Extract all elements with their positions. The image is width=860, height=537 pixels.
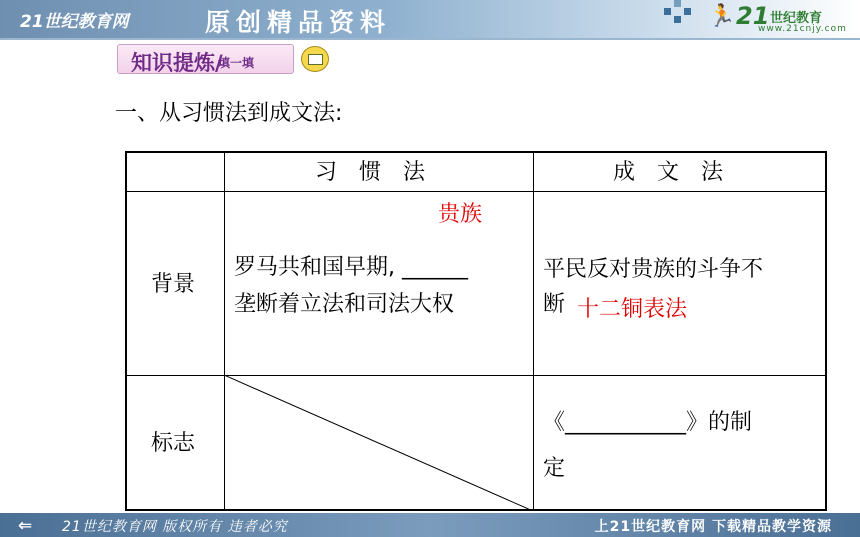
column-header-customary: 习 惯 法	[315, 160, 426, 185]
written-mark-line2: 定	[543, 456, 566, 481]
column-divider-2	[533, 153, 534, 509]
badge-main-label: 知识提炼/	[131, 51, 223, 75]
badge-sub-label: 填一填	[218, 56, 255, 70]
customary-background-line1: 罗马共和国早期, ______	[234, 255, 468, 280]
logo-number: 21	[736, 2, 770, 30]
column-header-written: 成 文 法	[613, 160, 724, 185]
site-name: 21世纪教育网	[20, 12, 129, 32]
row-label-mark: 标志	[151, 431, 196, 456]
written-mark-line1: 《___________》的制	[543, 410, 753, 435]
footer-copyright: 21世纪教育网 版权所有 违者必究	[62, 519, 288, 535]
banner-divider	[0, 38, 860, 40]
footer-slogan[interactable]: 上21世纪教育网 下载精品教学资源	[594, 519, 832, 535]
section-heading: 一、从习惯法到成文法:	[115, 101, 343, 126]
answer-twelve-tables: 十二铜表法	[577, 297, 688, 322]
footer-bar	[0, 513, 860, 537]
slogan: 原创精品资料	[205, 8, 392, 37]
written-background-line2: 断	[543, 292, 566, 317]
logo-url: www.21cnjy.com	[758, 24, 847, 34]
runner-icon: 🏃	[708, 4, 736, 29]
site-logo	[700, 2, 860, 36]
comparison-table	[125, 151, 827, 511]
written-background-line1: 平民反对贵族的斗争不	[543, 257, 764, 282]
badge-box	[117, 44, 294, 74]
customary-background-line2: 垄断着立法和司法大权	[234, 292, 455, 317]
book-icon	[301, 46, 329, 72]
row-label-background: 背景	[151, 272, 196, 297]
top-banner	[0, 0, 860, 38]
answer-nobility: 贵族	[438, 202, 483, 227]
section-badge	[117, 43, 337, 76]
header-row-divider	[127, 191, 825, 192]
empty-cell-diagonal	[224, 375, 533, 511]
back-arrow-icon[interactable]: ⇐	[18, 516, 33, 536]
logo-text: 世纪教育	[770, 11, 823, 26]
